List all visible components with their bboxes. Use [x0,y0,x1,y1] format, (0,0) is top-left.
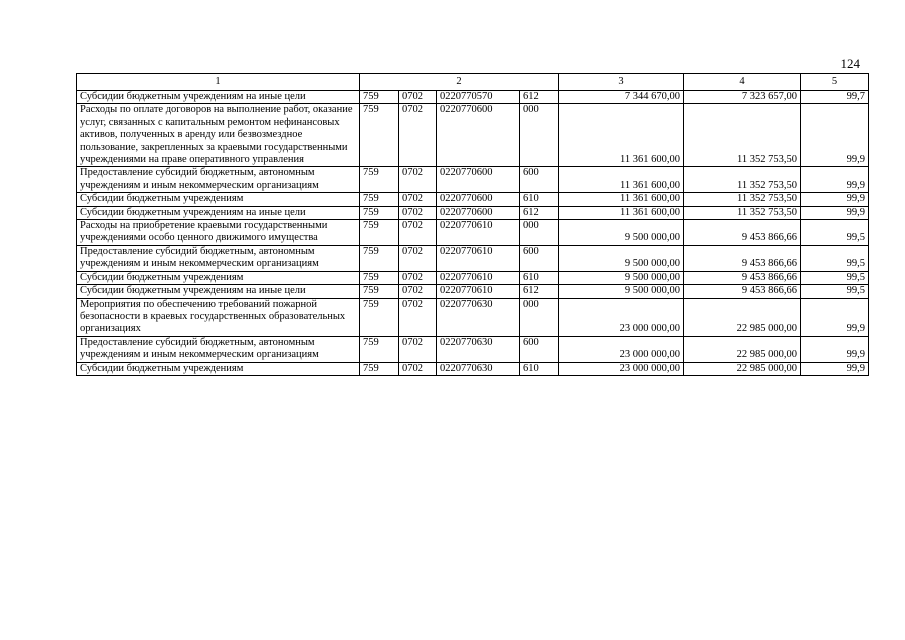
row-target-code: 0220770600 [437,104,520,167]
row-section-code: 0702 [399,285,437,298]
row-expense-code: 600 [520,336,559,362]
row-section-code: 0702 [399,104,437,167]
row-expense-code: 000 [520,220,559,246]
row-actual-amount: 22 985 000,00 [684,298,801,336]
table-body [77,74,869,376]
row-name: Субсидии бюджетным учреждениям [77,362,360,375]
row-percent: 99,9 [801,206,869,219]
row-name: Субсидии бюджетным учреждениям на иные цели [77,91,360,104]
header-col-5: 5 [801,74,869,91]
row-expense-code: 600 [520,245,559,271]
row-actual-amount: 11 352 753,50 [684,167,801,193]
row-planned-amount: 9 500 000,00 [559,245,684,271]
row-planned-amount: 23 000 000,00 [559,298,684,336]
row-name: Расходы по оплате договоров на выполнение работ, оказание услуг, связанных с капитальным ремонтом нефинансовых активов, полученных в аренду или безвозмездное пользование, закрепленных за краевыми государственными учреждениями на праве оперативного управления [77,104,360,167]
row-expense-code: 612 [520,91,559,104]
table-row [77,362,869,375]
table-row [77,167,869,193]
row-percent: 99,5 [801,285,869,298]
row-name: Субсидии бюджетным учреждениям [77,271,360,284]
row-target-code: 0220770610 [437,245,520,271]
row-section-code: 0702 [399,220,437,246]
row-planned-amount: 11 361 600,00 [559,193,684,206]
row-actual-amount: 9 453 866,66 [684,285,801,298]
row-expense-code: 612 [520,206,559,219]
page-number: 124 [840,56,860,71]
row-section-code: 0702 [399,167,437,193]
table-row [77,336,869,362]
row-expense-code: 610 [520,193,559,206]
budget-table [76,73,869,376]
row-percent: 99,5 [801,245,869,271]
row-target-code: 0220770630 [437,362,520,375]
row-admin-code: 759 [360,285,399,298]
row-actual-amount: 7 323 657,00 [684,91,801,104]
row-admin-code: 759 [360,245,399,271]
row-actual-amount: 22 985 000,00 [684,362,801,375]
row-percent: 99,5 [801,271,869,284]
row-admin-code: 759 [360,91,399,104]
row-target-code: 0220770570 [437,91,520,104]
header-col-1: 1 [77,74,360,91]
table-row [77,285,869,298]
row-section-code: 0702 [399,362,437,375]
row-admin-code: 759 [360,104,399,167]
table-row [77,220,869,246]
row-admin-code: 759 [360,167,399,193]
table-row [77,91,869,104]
row-expense-code: 610 [520,271,559,284]
row-section-code: 0702 [399,91,437,104]
row-name: Предоставление субсидий бюджетным, автономным учреждениям и иным некоммерческим организациям [77,245,360,271]
header-col-3: 3 [559,74,684,91]
row-section-code: 0702 [399,336,437,362]
row-actual-amount: 11 352 753,50 [684,193,801,206]
row-actual-amount: 9 453 866,66 [684,271,801,284]
row-expense-code: 000 [520,104,559,167]
table-row [77,245,869,271]
row-name: Расходы на приобретение краевыми государственными учреждениями особо ценного движимого имущества [77,220,360,246]
row-expense-code: 610 [520,362,559,375]
row-name: Предоставление субсидий бюджетным, автономным учреждениям и иным некоммерческим организациям [77,336,360,362]
row-admin-code: 759 [360,206,399,219]
row-target-code: 0220770610 [437,271,520,284]
row-target-code: 0220770610 [437,285,520,298]
row-name: Мероприятия по обеспечению требований пожарной безопасности в краевых государственных образовательных организациях [77,298,360,336]
table-row [77,206,869,219]
table-row [77,104,869,167]
table-row [77,271,869,284]
row-admin-code: 759 [360,193,399,206]
row-target-code: 0220770600 [437,167,520,193]
row-section-code: 0702 [399,206,437,219]
row-planned-amount: 11 361 600,00 [559,206,684,219]
row-planned-amount: 23 000 000,00 [559,336,684,362]
row-name: Предоставление субсидий бюджетным, автономным учреждениям и иным некоммерческим организациям [77,167,360,193]
row-expense-code: 000 [520,298,559,336]
row-percent: 99,9 [801,362,869,375]
row-target-code: 0220770600 [437,206,520,219]
row-target-code: 0220770610 [437,220,520,246]
row-section-code: 0702 [399,298,437,336]
table-row [77,193,869,206]
row-expense-code: 612 [520,285,559,298]
row-percent: 99,9 [801,104,869,167]
row-percent: 99,9 [801,193,869,206]
row-admin-code: 759 [360,220,399,246]
row-admin-code: 759 [360,298,399,336]
header-col-4: 4 [684,74,801,91]
row-percent: 99,9 [801,167,869,193]
row-target-code: 0220770600 [437,193,520,206]
row-actual-amount: 11 352 753,50 [684,104,801,167]
row-planned-amount: 11 361 600,00 [559,167,684,193]
row-planned-amount: 11 361 600,00 [559,104,684,167]
header-col-2: 2 [360,74,559,91]
row-name: Субсидии бюджетным учреждениям [77,193,360,206]
row-admin-code: 759 [360,362,399,375]
table-row [77,298,869,336]
row-actual-amount: 9 453 866,66 [684,245,801,271]
row-percent: 99,7 [801,91,869,104]
table-header-row [77,74,869,91]
row-actual-amount: 22 985 000,00 [684,336,801,362]
row-actual-amount: 9 453 866,66 [684,220,801,246]
row-target-code: 0220770630 [437,298,520,336]
row-planned-amount: 9 500 000,00 [559,271,684,284]
row-target-code: 0220770630 [437,336,520,362]
row-planned-amount: 7 344 670,00 [559,91,684,104]
row-section-code: 0702 [399,193,437,206]
row-section-code: 0702 [399,245,437,271]
row-planned-amount: 9 500 000,00 [559,220,684,246]
row-percent: 99,9 [801,298,869,336]
row-admin-code: 759 [360,271,399,284]
row-planned-amount: 23 000 000,00 [559,362,684,375]
row-planned-amount: 9 500 000,00 [559,285,684,298]
row-name: Субсидии бюджетным учреждениям на иные цели [77,285,360,298]
row-percent: 99,5 [801,220,869,246]
row-actual-amount: 11 352 753,50 [684,206,801,219]
row-name: Субсидии бюджетным учреждениям на иные цели [77,206,360,219]
row-admin-code: 759 [360,336,399,362]
row-expense-code: 600 [520,167,559,193]
row-percent: 99,9 [801,336,869,362]
row-section-code: 0702 [399,271,437,284]
